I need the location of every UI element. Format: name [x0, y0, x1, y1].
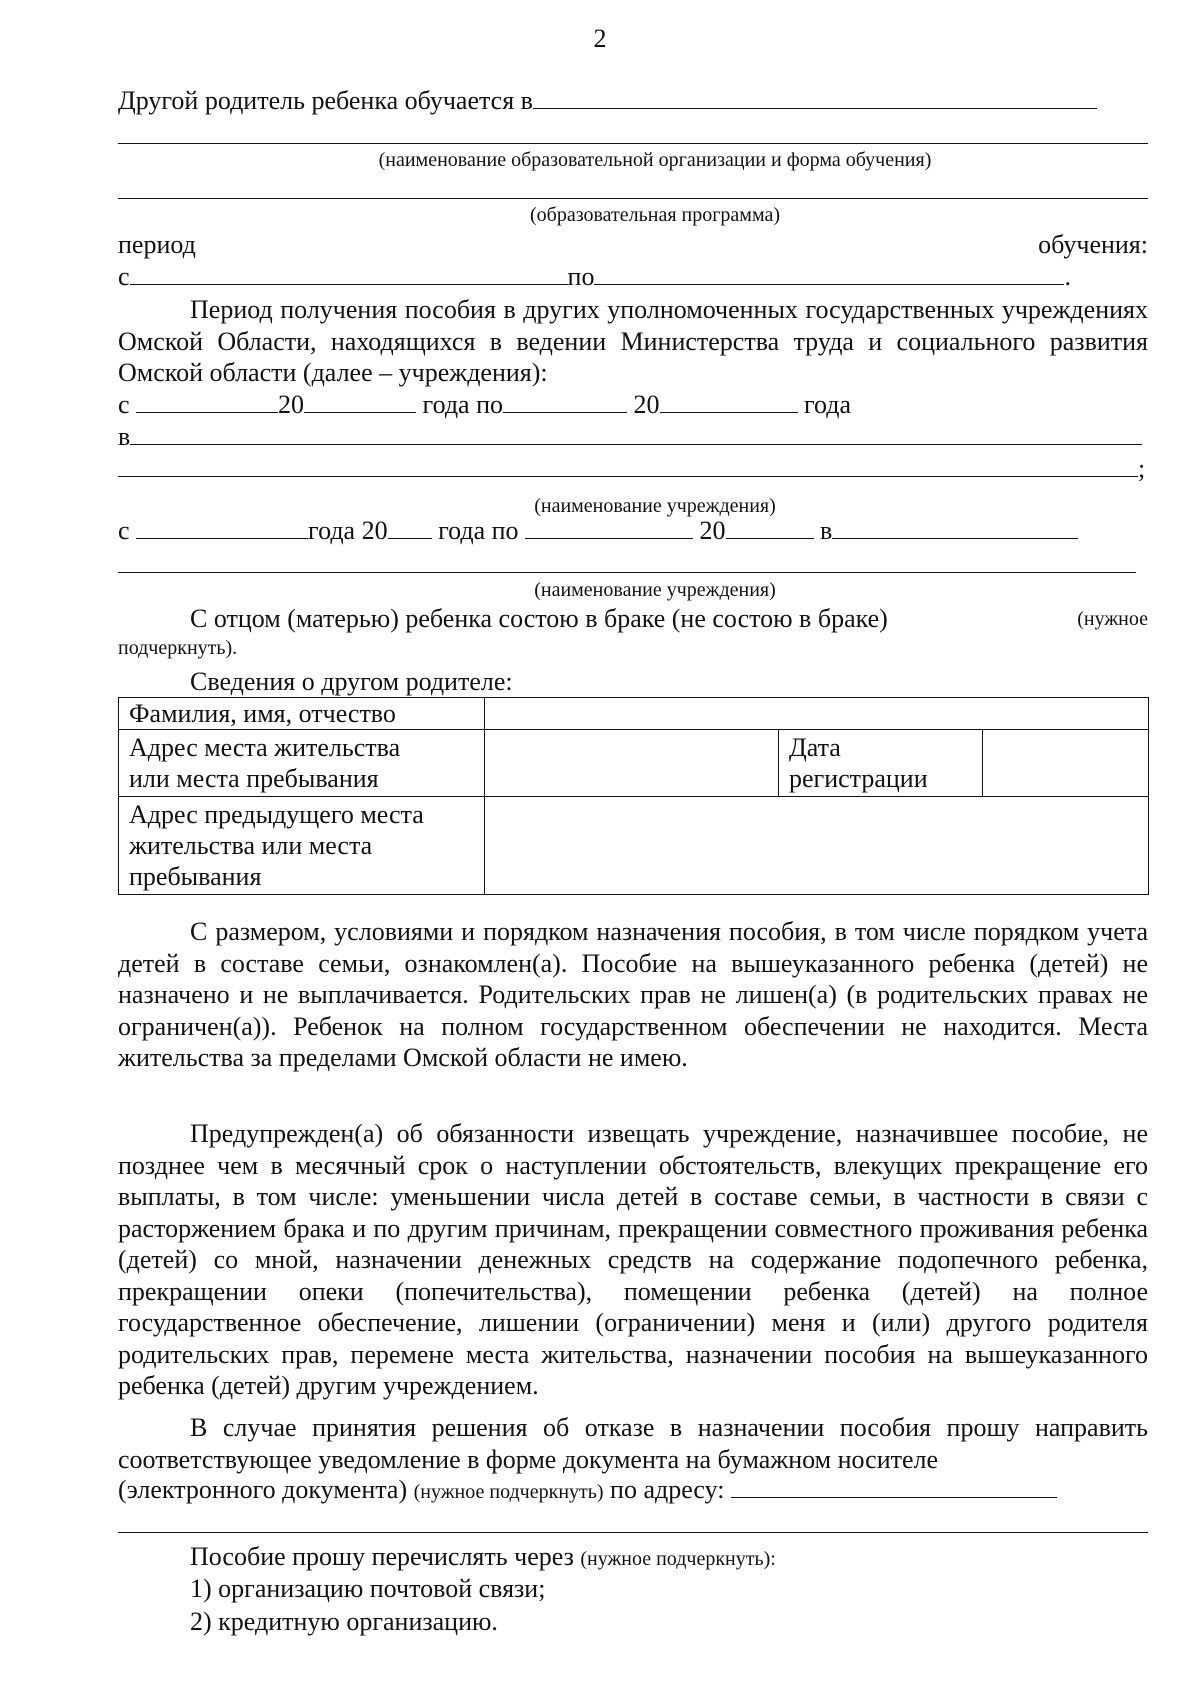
- year-to-label: года по: [422, 390, 503, 419]
- reg-date-value-cell[interactable]: [983, 730, 1149, 797]
- end-dot: .: [1064, 262, 1071, 291]
- study-org-line-2[interactable]: [118, 143, 1148, 144]
- refusal-electronic: (электронного документа): [118, 1475, 408, 1504]
- marriage-line: [118, 604, 1148, 634]
- year-prefix: года 20: [308, 516, 388, 545]
- table-cell-label: [119, 730, 485, 797]
- benefit-row-1: [118, 390, 851, 420]
- payment-note: (нужное подчеркнуть):: [580, 1548, 776, 1570]
- table-row: [119, 730, 1149, 797]
- year-field-4[interactable]: [726, 516, 814, 539]
- table-cell-label: [119, 698, 485, 730]
- caption-institution-2: (наименование учреждения): [534, 579, 776, 601]
- refusal-last-line: [118, 1475, 1057, 1507]
- in-label: в: [118, 422, 131, 451]
- study-label: Другой родитель ребенка обучается в: [118, 86, 533, 115]
- year-field-3[interactable]: [388, 516, 432, 539]
- study-org-field[interactable]: [533, 86, 1097, 109]
- year-field-2[interactable]: [660, 390, 798, 413]
- fio-value-cell[interactable]: [485, 698, 1149, 730]
- prev-address-value-cell[interactable]: [485, 797, 1149, 895]
- table-cell-label: [119, 797, 485, 895]
- warned-paragraph: Предупрежден(а) об обязанности извещать учреждение, назначившее пособие, не позднее чем в месячный срок о наступлении обстоятельств, влекущих прекращение его выплаты, в том числе: уменьшении числа детей в составе семьи, в частности в связи с расторжением брака и по другим причинам, прекращении совместного проживания ребенка (детей) со мной, назначении денежных средств на содержание подопечного ребенка, прекращении опеки (попечительства), помещении ребенка (детей) на полное государственное обеспечение, лишении (ограничении) меня и (или) другого родителя родительских прав, перемене места жительства, назначении пособия на вышеуказанного ребенка (детей) другим учреждением.: [118, 1119, 1148, 1400]
- caption-program: (образовательная программа): [529, 204, 781, 226]
- marriage-text: С отцом (матерью) ребенка состою в браке (не состою в браке): [190, 604, 888, 633]
- table-row: [119, 797, 1149, 895]
- payment-option-1[interactable]: 1) организацию почтовой связи;: [190, 1574, 546, 1603]
- marriage-note-cont: подчеркнуть).: [118, 637, 238, 659]
- institution-field-1b[interactable]: [118, 454, 1138, 477]
- benefit-row-3: [118, 454, 1145, 484]
- address-value-cell[interactable]: [485, 730, 779, 797]
- study-line: [118, 86, 1097, 116]
- day-month-field-4[interactable]: [525, 516, 693, 539]
- semicolon: ;: [1138, 454, 1146, 483]
- day-month-field-2[interactable]: [503, 390, 627, 413]
- institution-field-2[interactable]: [832, 516, 1078, 539]
- benefit-period-paragraph: Период получения пособия в других уполномоченных государственных учреждениях Омской Области, находящихся в ведении Министерства труда и социального развития Омской области (далее – учреждения):: [118, 295, 1148, 387]
- study-to-field[interactable]: [594, 262, 1064, 285]
- period-dates: [118, 262, 1071, 292]
- year-to-label: года по: [438, 516, 519, 545]
- address-label-line: Адрес места жительства: [129, 733, 401, 762]
- year-prefix: 20: [699, 516, 726, 545]
- reg-date-label-line: регистрации: [789, 764, 928, 793]
- table-title: Сведения о другом родителе:: [190, 667, 513, 696]
- table-row: [119, 698, 1149, 730]
- payment-title: Пособие прошу перечислять через: [190, 1542, 574, 1571]
- address-field[interactable]: [731, 1475, 1057, 1498]
- year-field-1[interactable]: [304, 390, 416, 413]
- from-label: с: [118, 390, 130, 419]
- period-line: [118, 230, 1148, 260]
- caption-institution-1: (наименование учреждения): [534, 495, 776, 517]
- address-line-2[interactable]: [118, 1532, 1148, 1533]
- marriage-note: (нужное: [1077, 608, 1148, 630]
- year-prefix: 20: [633, 390, 660, 419]
- prev-address-label-line: жительства или места: [129, 831, 373, 860]
- day-month-field-3[interactable]: [136, 516, 308, 539]
- benefit-row-2: [118, 422, 1142, 452]
- page-number: 2: [593, 24, 607, 53]
- acquainted-paragraph: С размером, условиями и порядком назначения пособия, в том числе порядком учета детей в составе семьи, ознакомлен(а). Пособие на вышеуказанного ребенка (детей) не назначено и не выплачивается. Родительских прав не лишен(а) (в родительских правах не ограничен(а)). Ребенок на полном государственном обеспечении не находится. Места жительства за пределами Омской области не имею.: [118, 917, 1148, 1072]
- other-parent-table: [118, 697, 1149, 895]
- from-label: с: [118, 262, 130, 291]
- payment-option-2[interactable]: 2) кредитную организацию.: [190, 1607, 498, 1636]
- table-cell-label: [779, 730, 983, 797]
- institution-line-2[interactable]: [118, 572, 1136, 573]
- period-word: период: [118, 230, 196, 259]
- reg-date-label-line: Дата: [789, 733, 841, 762]
- institution-field-1[interactable]: [130, 422, 1142, 445]
- study-word: обучения:: [1038, 230, 1148, 259]
- prev-address-label-line: пребывания: [129, 862, 262, 891]
- refusal-paragraph: В случае принятия решения об отказе в назначении пособия прошу направить соответствующее уведомление в форме документа на бумажном носителе: [118, 1413, 1148, 1474]
- from-label: с: [118, 516, 130, 545]
- in-label: в: [820, 516, 833, 545]
- program-line[interactable]: [118, 198, 1148, 199]
- payment-title-line: [190, 1542, 776, 1574]
- refusal-address-label: по адресу:: [610, 1475, 725, 1504]
- address-label-line: или места пребывания: [129, 764, 379, 793]
- caption-org: (наименование образовательной организации и форма обучения): [378, 149, 932, 171]
- prev-address-label-line: Адрес предыдущего места: [129, 800, 424, 829]
- benefit-row-4: [118, 516, 1078, 546]
- study-from-field[interactable]: [130, 262, 568, 285]
- refusal-note: (нужное подчеркнуть): [413, 1481, 604, 1503]
- fio-label: Фамилия, имя, отчество: [129, 699, 396, 728]
- year-label: года: [804, 390, 852, 419]
- to-label: по: [567, 262, 595, 291]
- day-month-field-1[interactable]: [136, 390, 278, 413]
- year-prefix: 20: [278, 390, 305, 419]
